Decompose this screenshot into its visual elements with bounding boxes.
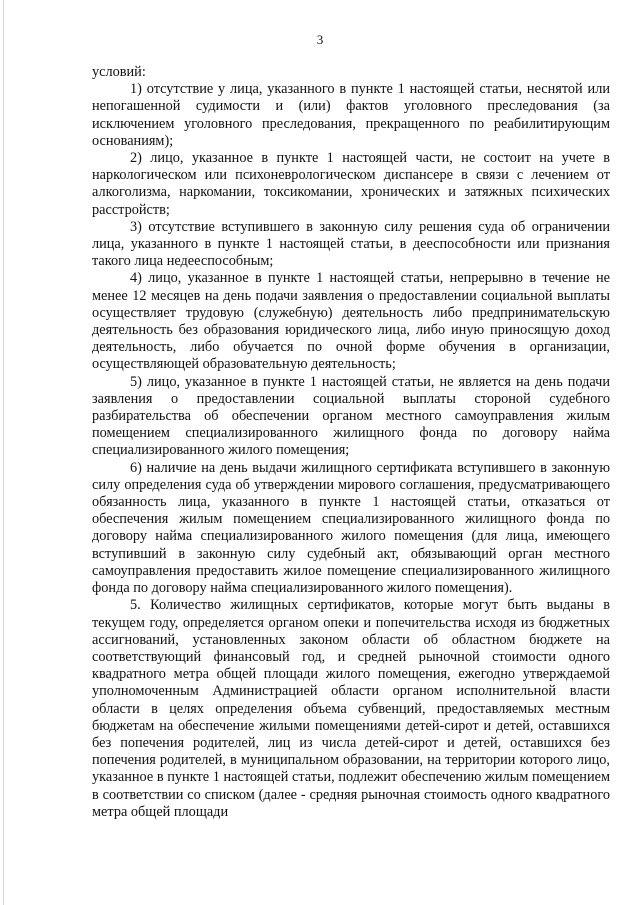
paragraph-condition-6: 6) наличие на день выдачи жилищного сертификата вступившего в законную силу определения суда об утверждении мирового соглашения, предусматривающего обязанность лица, указанного в пункте 1 настоящей статьи, отказаться от обеспечения жилым помещением специализированного жилищного фонда по договору найма специализированного жилого помещения (для лица, имеющего вступивший в законную силу судебный акт, обязывающий орган местного самоуправления предоставить жилое помещение специализированного жилищного фонда по договору найма специализированного жилого помещения). <box>92 459 610 597</box>
paragraph-condition-1: 1) отсутствие у лица, указанного в пункте 1 настоящей статьи, неснятой или непогашенной судимости и (или) фактов уголовного преследования (за исключением уголовного преследования, прекращенного по реабилитирующим основаниям); <box>92 81 610 149</box>
paragraph-condition-5: 5) лицо, указанное в пункте 1 настоящей статьи, не является на день подачи заявления о предоставлении социальной выплаты стороной судебного разбирательства об обеспечении органом местного самоуправления жилым помещением специализированного жилищного фонда по договору найма специализированного жилого помещения; <box>92 373 610 459</box>
paragraph-condition-3: 3) отсутствие вступившего в законную силу решения суда об ограничении лица, указанного в пункте 1 настоящей статьи, в дееспособности или признания такого лица недееспособным; <box>92 218 610 270</box>
page-number: 3 <box>316 32 324 47</box>
body-text <box>92 64 610 821</box>
paragraph-condition-2: 2) лицо, указанное в пункте 1 настоящей части, не состоит на учете в наркологическом или психоневрологическом диспансере в связи с лечением от алкоголизма, наркомании, токсикомании, хронических и затяжных психических расстройств; <box>92 150 610 218</box>
paragraph-section-5: 5. Количество жилищных сертификатов, которые могут быть выданы в текущем году, определяется органом опеки и попечительства исходя из бюджетных ассигнований, установленных законом области об областном бюджете на соответствующий финансовый год, и средней рыночной стоимости одного квадратного метра общей площади жилого помещения, ежегодно утверждаемой уполномоченным Администрацией области органом исполнительной власти области в целях определения объема субвенций, предоставляемых местным бюджетам на обеспечение жилыми помещениями детей-сирот и детей, оставшихся без попечения родителей, лиц из числа детей-сирот и детей, оставшихся без попечения родителей, в муниципальном образовании, на территории которого лицо, указанное в пункте 1 настоящей статьи, подлежит обеспечению жилым помещением в соответствии со списком (далее - средняя рыночная стоимость одного квадратного метра общей площади <box>92 597 610 820</box>
paragraph-condition-4: 4) лицо, указанное в пункте 1 настоящей статьи, непрерывно в течение не менее 12 месяцев на день подачи заявления о предоставлении социальной выплаты осуществляет трудовую (служебную) деятельность либо предпринимательскую деятельность без образования юридического лица, либо иную приносящую доход деятельность, либо обучается по очной форме обучения в организации, осуществляющей образовательную деятельность; <box>92 270 610 373</box>
scan-edge <box>3 0 4 905</box>
paragraph-continuation: условий: <box>92 64 146 80</box>
